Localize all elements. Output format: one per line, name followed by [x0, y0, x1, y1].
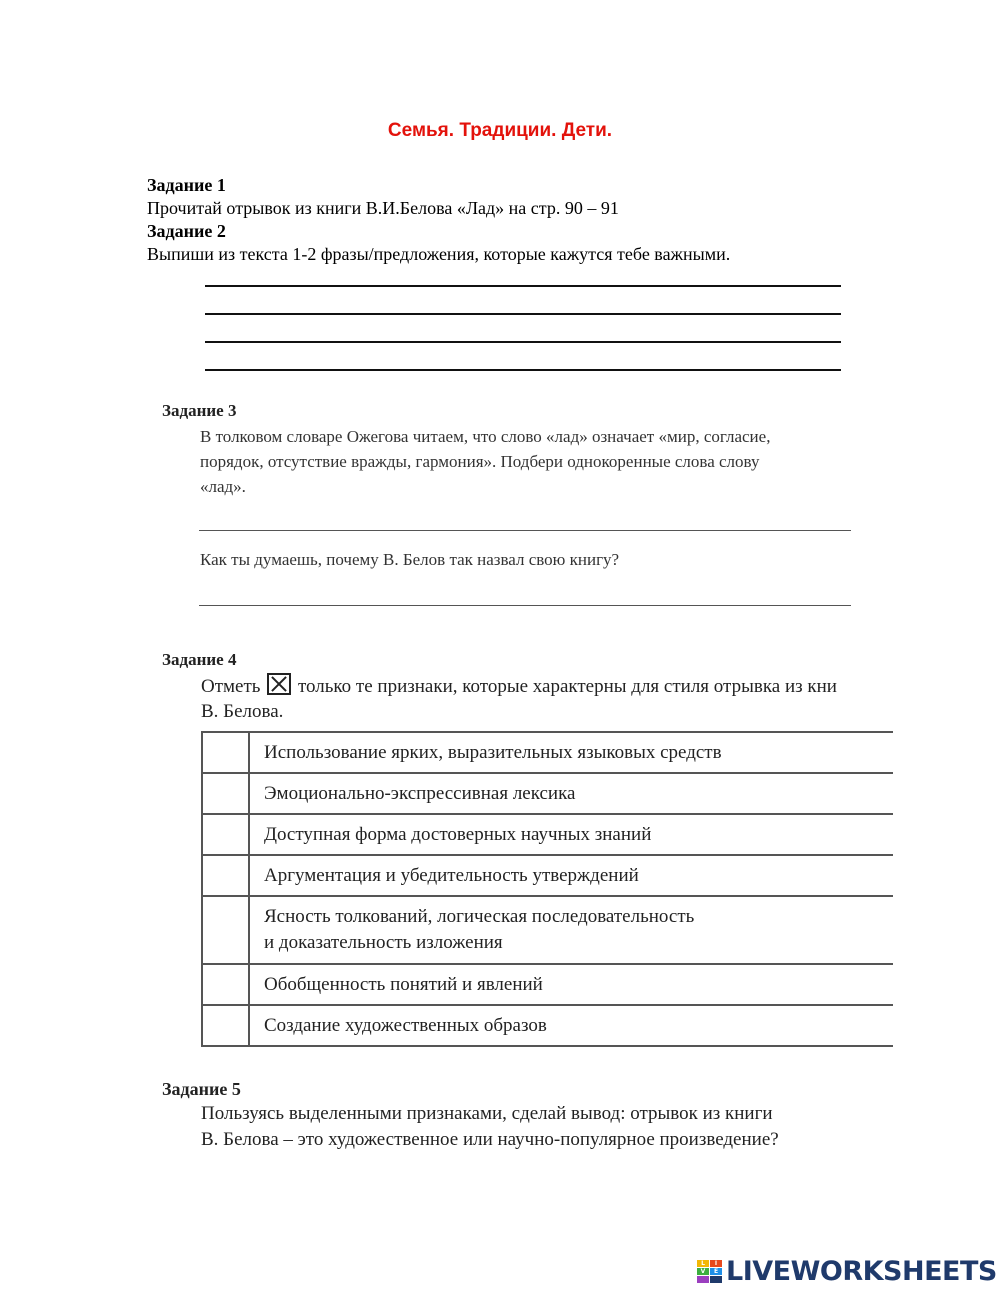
- criterion-checkbox[interactable]: [202, 773, 249, 814]
- logo-blocks-icon: [697, 1260, 722, 1283]
- criterion-checkbox[interactable]: [202, 1005, 249, 1046]
- table-row: [202, 732, 893, 773]
- task3-answer-line-1[interactable]: [199, 530, 851, 531]
- logo-block: I: [710, 1260, 722, 1267]
- task4-instruction-start: Отметь: [201, 676, 261, 697]
- task4-instruction-line2: В. Белова.: [201, 701, 284, 722]
- task2-heading: Задание 2: [147, 221, 226, 241]
- task5-line: Пользуясь выделенными признаками, сделай вывод: отрывок из книги: [201, 1103, 773, 1124]
- logo-block: [710, 1276, 722, 1283]
- table-row: [202, 855, 893, 896]
- task2-text: Выпиши из текста 1-2 фразы/предложения, которые кажутся тебе важными.: [147, 244, 731, 264]
- criterion-label: Аргументация и убедительность утверждений: [249, 855, 893, 896]
- task1-text: Прочитай отрывок из книги В.И.Белова «Лад» на стр. 90 – 91: [147, 198, 619, 218]
- criterion-label: Доступная форма достоверных научных знаний: [249, 814, 893, 855]
- checked-box-icon: [267, 673, 291, 695]
- task5-heading: Задание 5: [162, 1079, 241, 1099]
- logo-block: E: [710, 1268, 722, 1275]
- table-row: [202, 964, 893, 1005]
- task4-instruction: [201, 673, 893, 700]
- task3-answer-line-2[interactable]: [199, 605, 851, 606]
- criterion-label-line: Ясность толкований, логическая последовательность: [264, 906, 695, 927]
- task4-instruction-end: только те признаки, которые характерны для стиля отрывка из кни: [297, 676, 837, 697]
- task3-text: [200, 424, 770, 499]
- logo-block: V: [697, 1268, 709, 1275]
- criterion-checkbox[interactable]: [202, 964, 249, 1005]
- criterion-checkbox[interactable]: [202, 896, 249, 964]
- answer-line-3[interactable]: [205, 341, 841, 343]
- table-row: [202, 773, 893, 814]
- answer-line-4[interactable]: [205, 369, 841, 371]
- task5-line: В. Белова – это художественное или научно-популярное произведение?: [201, 1129, 779, 1150]
- answer-line-2[interactable]: [205, 313, 841, 315]
- task3-line: «лад».: [200, 477, 246, 496]
- task3-line: порядок, отсутствие вражды, гармония». Подбери однокоренные слова слову: [200, 452, 760, 471]
- table-row: [202, 1005, 893, 1046]
- logo-block: L: [697, 1260, 709, 1267]
- criteria-table: [201, 731, 893, 1047]
- criterion-label: [249, 896, 893, 964]
- task3-heading: Задание 3: [162, 401, 237, 420]
- task3-line: В толковом словаре Ожегова читаем, что слово «лад» означает «мир, согласие,: [200, 427, 771, 446]
- criterion-checkbox[interactable]: [202, 855, 249, 896]
- criterion-label: Обобщенность понятий и явлений: [249, 964, 893, 1005]
- table-row: [202, 814, 893, 855]
- criterion-checkbox[interactable]: [202, 732, 249, 773]
- criterion-label-line: и доказательность изложения: [264, 932, 503, 953]
- table-row: [202, 896, 893, 964]
- task3-question: Как ты думаешь, почему В. Белов так назвал свою книгу?: [200, 550, 620, 569]
- criterion-label: Использование ярких, выразительных языковых средств: [249, 732, 893, 773]
- liveworksheets-logo: [697, 1256, 997, 1286]
- task5-text: [201, 1101, 779, 1153]
- logo-text: LIVEWORKSHEETS: [726, 1255, 997, 1287]
- criterion-label: Эмоционально-экспрессивная лексика: [249, 773, 893, 814]
- criterion-label: Создание художественных образов: [249, 1005, 893, 1046]
- criterion-checkbox[interactable]: [202, 814, 249, 855]
- page-title: Семья. Традиции. Дети.: [387, 120, 613, 141]
- answer-line-1[interactable]: [205, 285, 841, 287]
- task4-heading: Задание 4: [162, 650, 237, 669]
- logo-block: [697, 1276, 709, 1283]
- task1-heading: Задание 1: [147, 175, 226, 195]
